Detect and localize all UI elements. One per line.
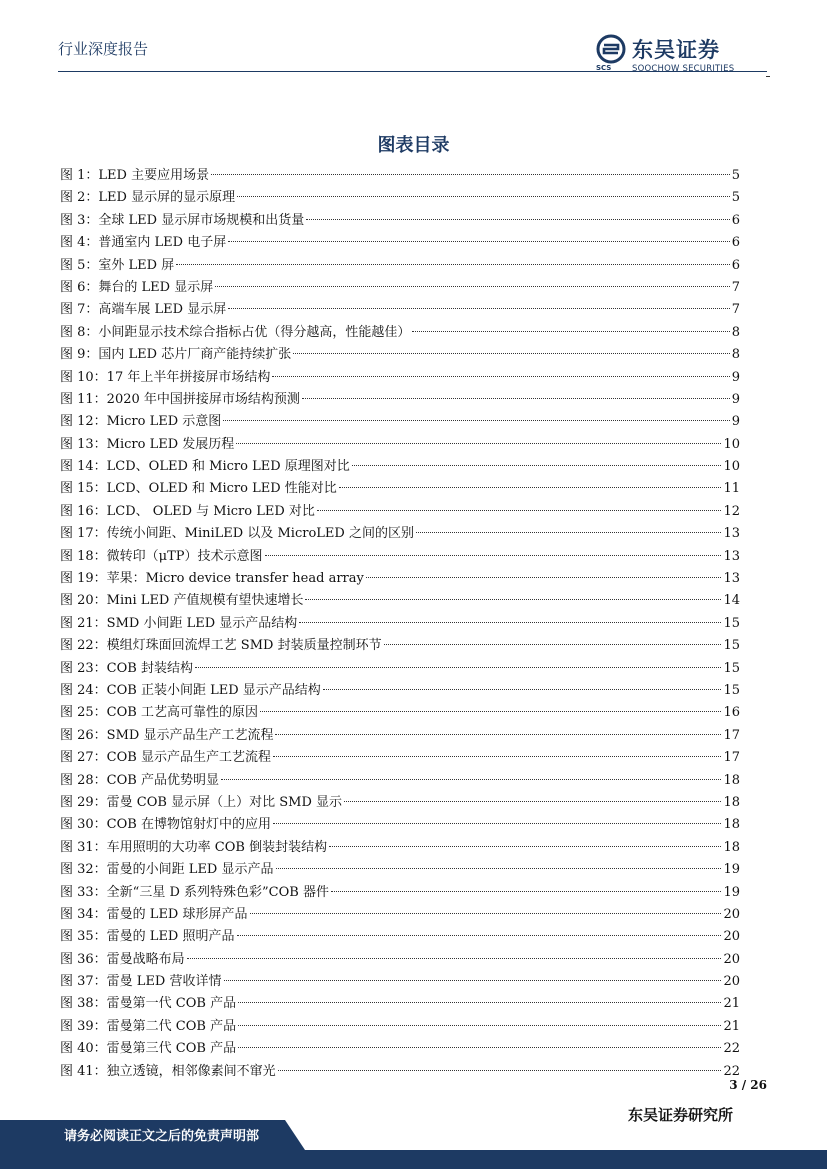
toc-entry-label: 图 17：传统小间距、MiniLED 以及 MicroLED 之间的区别 (60, 526, 414, 542)
toc-entry-label: 图 5：室外 LED 屏 (60, 257, 175, 273)
toc-entry[interactable] (60, 1038, 740, 1060)
toc-entry-label: 图 38：雷曼第一代 COB 产品 (60, 996, 237, 1012)
toc-entry-page: 20 (723, 974, 740, 990)
logo-abbreviation: SCS (596, 64, 612, 72)
logo-chinese-name: 东吴证券 (632, 38, 720, 62)
toc-entry-page: 17 (723, 727, 740, 743)
page-indicator: 3 / 26 (729, 1078, 767, 1092)
toc-entry[interactable] (60, 613, 740, 635)
toc-entry[interactable] (60, 993, 740, 1015)
toc-entry-page: 10 (723, 436, 740, 452)
toc-entry-label: 图 26：SMD 显示产品生产工艺流程 (60, 727, 274, 743)
toc-entry-label: 图 21：SMD 小间距 LED 显示产品结构 (60, 615, 298, 631)
toc-entry[interactable] (60, 837, 740, 859)
toc-entry-label: 图 1：LED 主要应用场景 (60, 168, 210, 183)
toc-entry[interactable] (60, 949, 740, 971)
toc-dot-leader (366, 577, 722, 578)
toc-entry[interactable] (60, 770, 740, 792)
toc-entry-label: 图 30：COB 在博物馆射灯中的应用 (60, 817, 271, 833)
toc-entry-page: 18 (723, 817, 740, 833)
footer-disclaimer: 请务必阅读正文之后的免责声明部 (64, 1129, 260, 1144)
toc-dot-leader (228, 308, 730, 309)
toc-entry[interactable] (60, 926, 740, 948)
toc-entry-page: 8 (731, 324, 740, 340)
toc-entry-label: 图 23：COB 封装结构 (60, 660, 193, 676)
logo-english-name: SOOCHOW SECURITIES (632, 64, 735, 74)
toc-entry[interactable] (60, 882, 740, 904)
toc-entry[interactable] (60, 456, 740, 478)
toc-entry-label: 图 24：COB 正装小间距 LED 显示产品结构 (60, 682, 321, 698)
toc-entry-page: 19 (723, 884, 740, 900)
toc-dot-leader (293, 353, 730, 354)
toc-dot-leader (228, 241, 730, 242)
toc-entry-page: 5 (731, 168, 740, 183)
toc-entry-label: 图 14：LCD、OLED 和 Micro LED 原理图对比 (60, 459, 350, 475)
toc-dot-leader (302, 398, 730, 399)
toc-entry-label: 图 15：LCD、OLED 和 Micro LED 性能对比 (60, 481, 337, 497)
toc-entry-label: 图 12：Micro LED 示意图 (60, 414, 222, 430)
toc-entry[interactable] (60, 299, 740, 321)
toc-entry-label: 图 11：2020 年中国拼接屏市场结构预测 (60, 391, 300, 407)
toc-dot-leader (237, 935, 722, 936)
toc-dot-leader (272, 376, 729, 377)
toc-dot-leader (273, 756, 721, 757)
toc-entry[interactable] (60, 277, 740, 299)
header-mark (766, 76, 770, 77)
toc-entry[interactable] (60, 411, 740, 433)
toc-entry-page: 21 (723, 1018, 740, 1034)
header-divider (58, 71, 767, 72)
toc-entry[interactable] (60, 478, 740, 500)
toc-entry[interactable] (60, 546, 740, 568)
toc-dot-leader (412, 331, 729, 332)
toc-entry-label: 图 3：全球 LED 显示屏市场规模和出货量 (60, 212, 305, 228)
toc-entry-page: 13 (723, 571, 740, 587)
toc-entry-page: 15 (723, 682, 740, 698)
toc-dot-leader (305, 599, 721, 600)
toc-dot-leader (223, 420, 729, 421)
toc-entry-page: 20 (723, 929, 740, 945)
toc-dot-leader (278, 1070, 722, 1071)
toc-entry-label: 图 41：独立透镜，相邻像素间不窜光 (60, 1063, 276, 1079)
toc-entry[interactable] (60, 680, 740, 702)
toc-entry-page: 8 (731, 347, 740, 363)
toc-dot-leader (276, 868, 722, 869)
toc-dot-leader (187, 958, 722, 959)
toc-entry[interactable] (60, 187, 740, 209)
toc-entry-label: 图 9：国内 LED 芯片厂商产能持续扩张 (60, 347, 292, 363)
toc-entry[interactable] (60, 747, 740, 769)
toc-entry-page: 9 (731, 414, 740, 430)
toc-dot-leader (237, 196, 730, 197)
company-logo (596, 34, 766, 74)
toc-entry-page: 5 (731, 190, 740, 206)
toc-dot-leader (265, 555, 722, 556)
toc-entry-label: 图 32：雷曼的小间距 LED 显示产品 (60, 862, 274, 878)
toc-entry-label: 图 2：LED 显示屏的显示原理 (60, 190, 236, 206)
toc-entry-label: 图 31：车用照明的大功率 COB 倒装封装结构 (60, 839, 328, 855)
toc-entry-page: 6 (731, 257, 740, 273)
toc-entry[interactable] (60, 344, 740, 366)
toc-entry-page: 13 (723, 548, 740, 564)
toc-entry[interactable] (60, 1016, 740, 1038)
toc-entry-page: 9 (731, 391, 740, 407)
toc-entry-page: 22 (723, 1063, 740, 1079)
toc-dot-leader (416, 532, 722, 533)
toc-entry-label: 图 33：全新“三星 D 系列特殊色彩”COB 器件 (60, 884, 329, 900)
table-of-figures (60, 165, 740, 1083)
toc-entry-page: 13 (723, 526, 740, 542)
footer-bar (0, 1150, 827, 1169)
toc-entry-label: 图 7：高端车展 LED 显示屏 (60, 302, 227, 318)
toc-entry-page: 9 (731, 369, 740, 385)
toc-entry[interactable] (60, 658, 740, 680)
toc-entry[interactable] (60, 590, 740, 612)
toc-entry[interactable] (60, 434, 740, 456)
toc-dot-leader (352, 465, 722, 466)
toc-entry-label: 图 34：雷曼的 LED 球形屏产品 (60, 906, 248, 922)
toc-entry-page: 20 (723, 951, 740, 967)
toc-entry[interactable] (60, 232, 740, 254)
toc-entry-page: 14 (723, 593, 740, 609)
toc-entry[interactable] (60, 814, 740, 836)
toc-entry-label: 图 39：雷曼第二代 COB 产品 (60, 1018, 237, 1034)
toc-dot-leader (384, 644, 722, 645)
toc-entry-label: 图 28：COB 产品优势明显 (60, 772, 219, 788)
logo-icon (596, 34, 626, 64)
toc-entry-page: 11 (723, 481, 740, 497)
toc-entry[interactable] (60, 904, 740, 926)
toc-entry[interactable] (60, 255, 740, 277)
toc-dot-leader (331, 891, 722, 892)
toc-dot-leader (195, 667, 721, 668)
toc-entry-page: 7 (731, 302, 740, 318)
toc-entry-page: 15 (723, 615, 740, 631)
toc-entry-page: 17 (723, 750, 740, 766)
toc-dot-leader (238, 1002, 721, 1003)
toc-entry[interactable] (60, 322, 740, 344)
toc-dot-leader (250, 913, 722, 914)
toc-dot-leader (329, 846, 721, 847)
toc-entry-label: 图 22：模组灯珠面回流焊工艺 SMD 封装质量控制环节 (60, 638, 382, 654)
toc-dot-leader (211, 174, 730, 175)
report-category: 行业深度报告 (58, 40, 149, 58)
toc-entry[interactable] (60, 792, 740, 814)
toc-entry[interactable] (60, 859, 740, 881)
research-institute: 东吴证券研究所 (627, 1106, 733, 1124)
toc-dot-leader (323, 689, 722, 690)
toc-dot-leader (306, 219, 730, 220)
toc-entry-page: 18 (723, 794, 740, 810)
toc-entry-page: 6 (731, 212, 740, 228)
toc-dot-leader (238, 1047, 721, 1048)
toc-entry-label: 图 10：17 年上半年拼接屏市场结构 (60, 369, 271, 385)
toc-entry[interactable] (60, 702, 740, 724)
toc-entry-label: 图 25：COB 工艺高可靠性的原因 (60, 705, 258, 721)
toc-entry-label: 图 8：小间距显示技术综合指标占优（得分越高，性能越佳） (60, 324, 411, 340)
toc-entry-page: 20 (723, 906, 740, 922)
toc-dot-leader (260, 711, 721, 712)
toc-entry-page: 6 (731, 235, 740, 251)
toc-entry-label: 图 35：雷曼的 LED 照明产品 (60, 929, 235, 945)
toc-entry[interactable] (60, 501, 740, 523)
toc-entry[interactable] (60, 165, 740, 187)
toc-entry-label: 图 13：Micro LED 发展历程 (60, 436, 235, 452)
toc-dot-leader (317, 510, 722, 511)
toc-entry-label: 图 40：雷曼第三代 COB 产品 (60, 1041, 237, 1057)
toc-dot-leader (215, 286, 730, 287)
toc-entry-label: 图 36：雷曼战略布局 (60, 951, 185, 967)
toc-entry-page: 10 (723, 459, 740, 475)
toc-entry-page: 18 (723, 839, 740, 855)
toc-entry-page: 16 (723, 705, 740, 721)
toc-entry-label: 图 6：舞台的 LED 显示屏 (60, 279, 214, 295)
toc-entry-label: 图 18：微转印（μTP）技术示意图 (60, 548, 263, 564)
toc-dot-leader (236, 443, 721, 444)
toc-dot-leader (224, 980, 722, 981)
toc-entry-page: 15 (723, 660, 740, 676)
toc-entry[interactable] (60, 971, 740, 993)
toc-dot-leader (344, 801, 721, 802)
toc-entry-label: 图 27：COB 显示产品生产工艺流程 (60, 750, 271, 766)
toc-dot-leader (176, 264, 730, 265)
toc-entry-page: 7 (731, 279, 740, 295)
toc-entry[interactable] (60, 1061, 740, 1083)
toc-entry-page: 19 (723, 862, 740, 878)
toc-entry[interactable] (60, 210, 740, 232)
toc-entry[interactable] (60, 523, 740, 545)
toc-dot-leader (299, 622, 721, 623)
toc-entry[interactable] (60, 568, 740, 590)
toc-dot-leader (275, 734, 721, 735)
toc-entry-page: 18 (723, 772, 740, 788)
toc-entry-page: 15 (723, 638, 740, 654)
toc-dot-leader (273, 823, 721, 824)
toc-entry-page: 22 (723, 1041, 740, 1057)
toc-entry-label: 图 29：雷曼 COB 显示屏（上）对比 SMD 显示 (60, 794, 343, 810)
toc-entry-label: 图 4：普通室内 LED 电子屏 (60, 235, 227, 251)
toc-entry[interactable] (60, 367, 740, 389)
toc-entry-page: 12 (723, 503, 740, 519)
toc-entry[interactable] (60, 635, 740, 657)
toc-dot-leader (221, 779, 721, 780)
toc-dot-leader (238, 1025, 721, 1026)
toc-entry[interactable] (60, 389, 740, 411)
toc-entry-page: 21 (723, 996, 740, 1012)
toc-entry-label: 图 20：Mini LED 产值规模有望快速增长 (60, 593, 304, 609)
toc-entry-label: 图 16：LCD、 OLED 与 Micro LED 对比 (60, 503, 315, 519)
toc-entry[interactable] (60, 725, 740, 747)
toc-title: 图表目录 (377, 135, 450, 156)
toc-entry-label: 图 19：苹果：Micro device transfer head array (60, 571, 364, 587)
toc-entry-label: 图 37：雷曼 LED 营收详情 (60, 974, 222, 990)
toc-dot-leader (339, 487, 722, 488)
